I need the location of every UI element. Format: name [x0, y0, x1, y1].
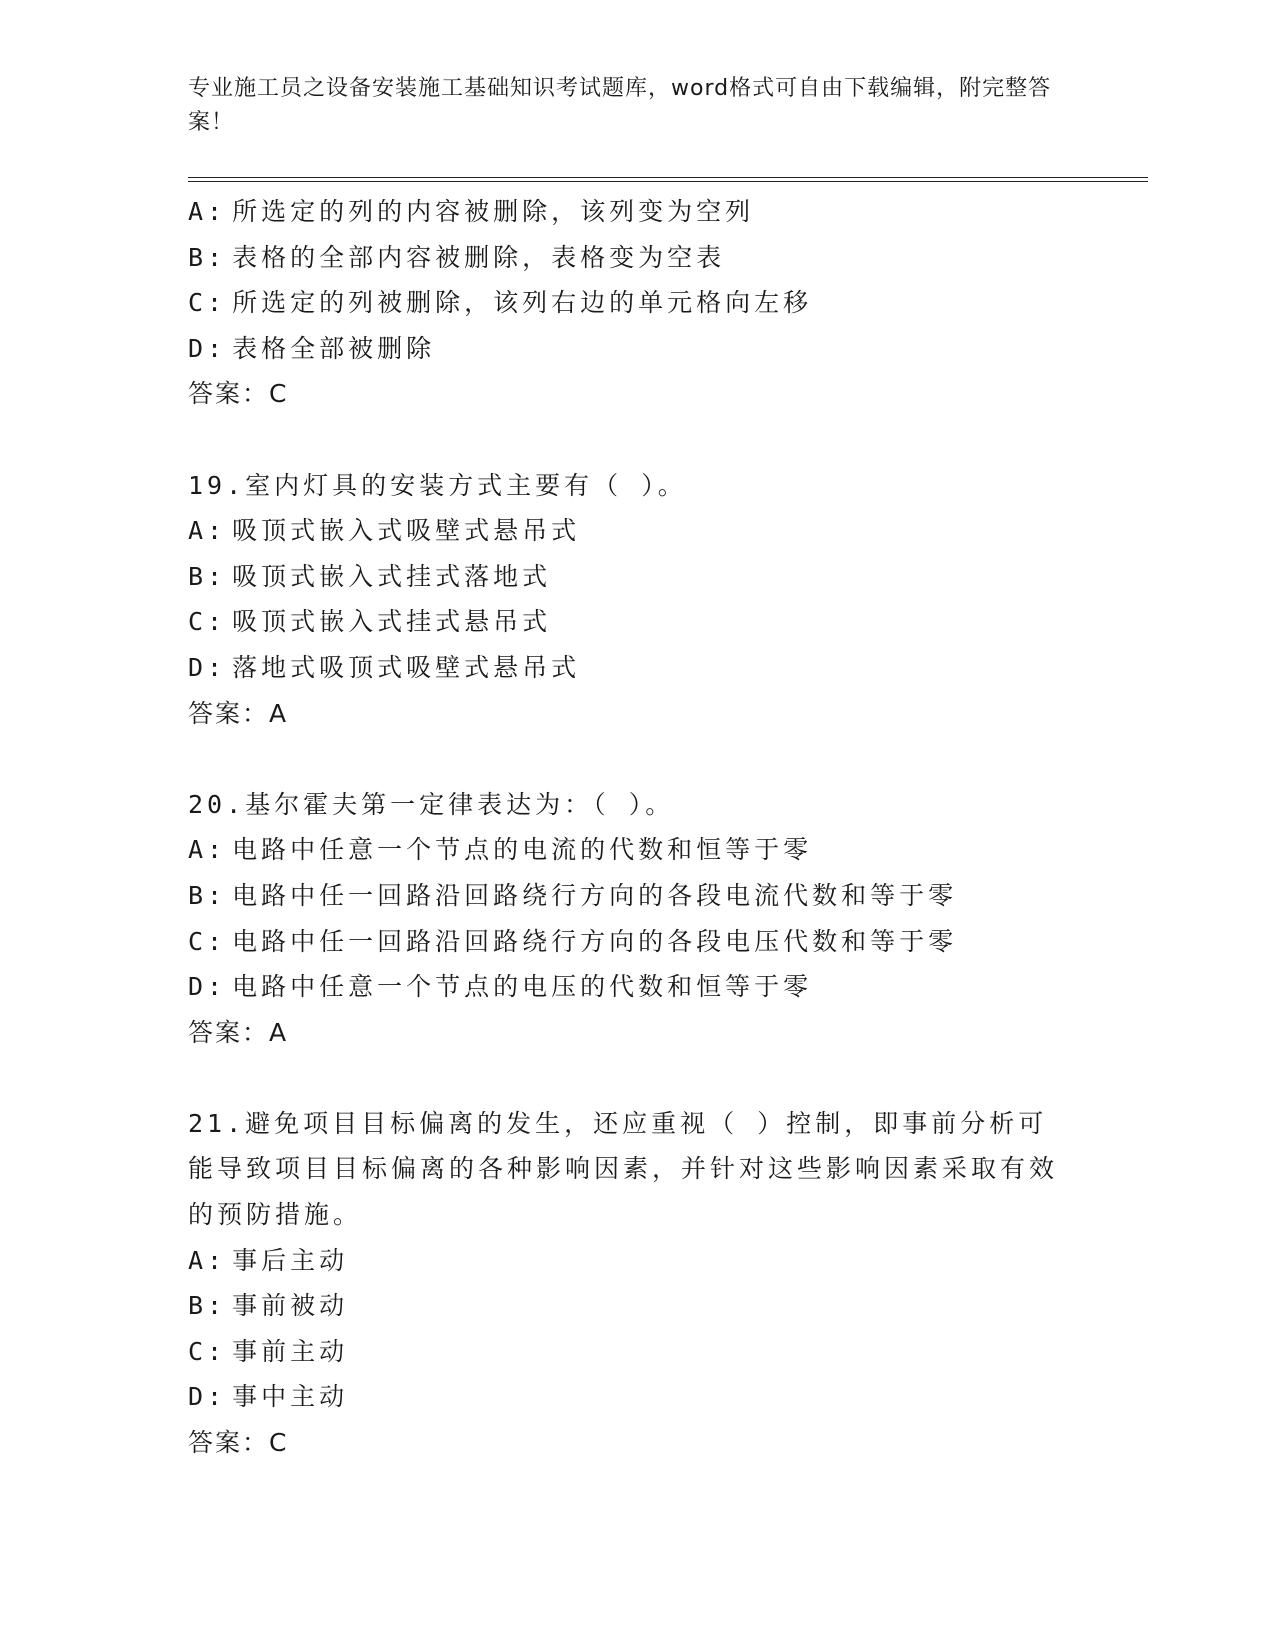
- option-a: [188, 508, 1148, 554]
- option-d: [188, 1374, 1148, 1420]
- option-text: 吸顶式嵌入式吸壁式悬吊式: [232, 516, 581, 546]
- option-a: [188, 1238, 1148, 1284]
- option-text: 吸顶式嵌入式挂式落地式: [232, 561, 552, 591]
- option-letter: D:: [188, 972, 227, 1002]
- option-text: 所选定的列的内容被删除，该列变为空列: [232, 197, 755, 226]
- option-letter: B:: [188, 1291, 227, 1321]
- document-body: [188, 189, 1148, 1466]
- option-b: [188, 554, 1148, 600]
- option-d: [188, 964, 1148, 1010]
- option-letter: C:: [188, 607, 227, 637]
- option-letter: D:: [188, 652, 227, 682]
- option-text: 表格的全部内容被删除，表格变为空表: [232, 242, 726, 272]
- option-text: 电路中任一回路沿回路绕行方向的各段电压代数和等于零: [232, 926, 958, 956]
- option-letter: C:: [188, 926, 227, 956]
- option-d: [188, 326, 1148, 372]
- option-letter: B:: [188, 242, 227, 272]
- option-letter: A:: [188, 516, 227, 546]
- option-letter: A:: [188, 835, 227, 865]
- option-text: 吸顶式嵌入式挂式悬吊式: [232, 607, 552, 637]
- option-c: [188, 599, 1148, 645]
- option-c: [188, 280, 1148, 326]
- option-letter: A:: [188, 1245, 227, 1275]
- option-text: 事中主动: [232, 1382, 349, 1412]
- option-text: 事前主动: [232, 1336, 349, 1366]
- document-header: 专业施工员之设备安装施工基础知识考试题库，word格式可自由下载编辑，附完整答案！: [188, 76, 1052, 135]
- option-text: 电路中任一回路沿回路绕行方向的各段电流代数和等于零: [232, 880, 958, 910]
- option-letter: C:: [188, 288, 227, 318]
- answer-line: 答案：C: [188, 1428, 289, 1458]
- option-c: [188, 1329, 1148, 1375]
- option-letter: A:: [188, 197, 227, 226]
- question-text: 20.基尔霍夫第一定律表达为：（ ）。: [188, 789, 675, 819]
- answer-line: 答案：C: [188, 379, 289, 409]
- option-text: 事后主动: [232, 1245, 349, 1275]
- question-text: 21.避免项目目标偏离的发生，还应重视（ ）控制，即事前分析可能导致项目目标偏离的各种影响因素，并针对这些影响因素采取有效的预防措施。: [188, 1108, 1059, 1230]
- option-b: [188, 235, 1148, 281]
- spacer: [188, 736, 1148, 782]
- option-letter: C:: [188, 1336, 227, 1366]
- spacer: [188, 1055, 1148, 1101]
- option-a: [188, 827, 1148, 873]
- question-text: 19.室内灯具的安装方式主要有（ ）。: [188, 470, 687, 500]
- option-text: 电路中任意一个节点的电流的代数和恒等于零: [232, 835, 813, 865]
- header-divider: [188, 177, 1148, 182]
- option-letter: D:: [188, 333, 227, 363]
- option-text: 所选定的列被删除，该列右边的单元格向左移: [232, 288, 813, 318]
- option-c: [188, 919, 1148, 965]
- option-b: [188, 873, 1148, 919]
- option-text: 表格全部被删除: [232, 333, 436, 363]
- option-d: [188, 645, 1148, 691]
- option-text: 事前被动: [232, 1291, 349, 1321]
- option-letter: D:: [188, 1382, 227, 1412]
- option-text: 落地式吸顶式吸壁式悬吊式: [232, 652, 581, 682]
- option-a: [188, 189, 1148, 235]
- option-letter: B:: [188, 880, 227, 910]
- spacer: [188, 417, 1148, 463]
- option-letter: B:: [188, 561, 227, 591]
- option-text: 电路中任意一个节点的电压的代数和恒等于零: [232, 972, 813, 1002]
- answer-line: 答案：A: [188, 1017, 289, 1047]
- answer-line: 答案：A: [188, 698, 289, 728]
- option-b: [188, 1283, 1148, 1329]
